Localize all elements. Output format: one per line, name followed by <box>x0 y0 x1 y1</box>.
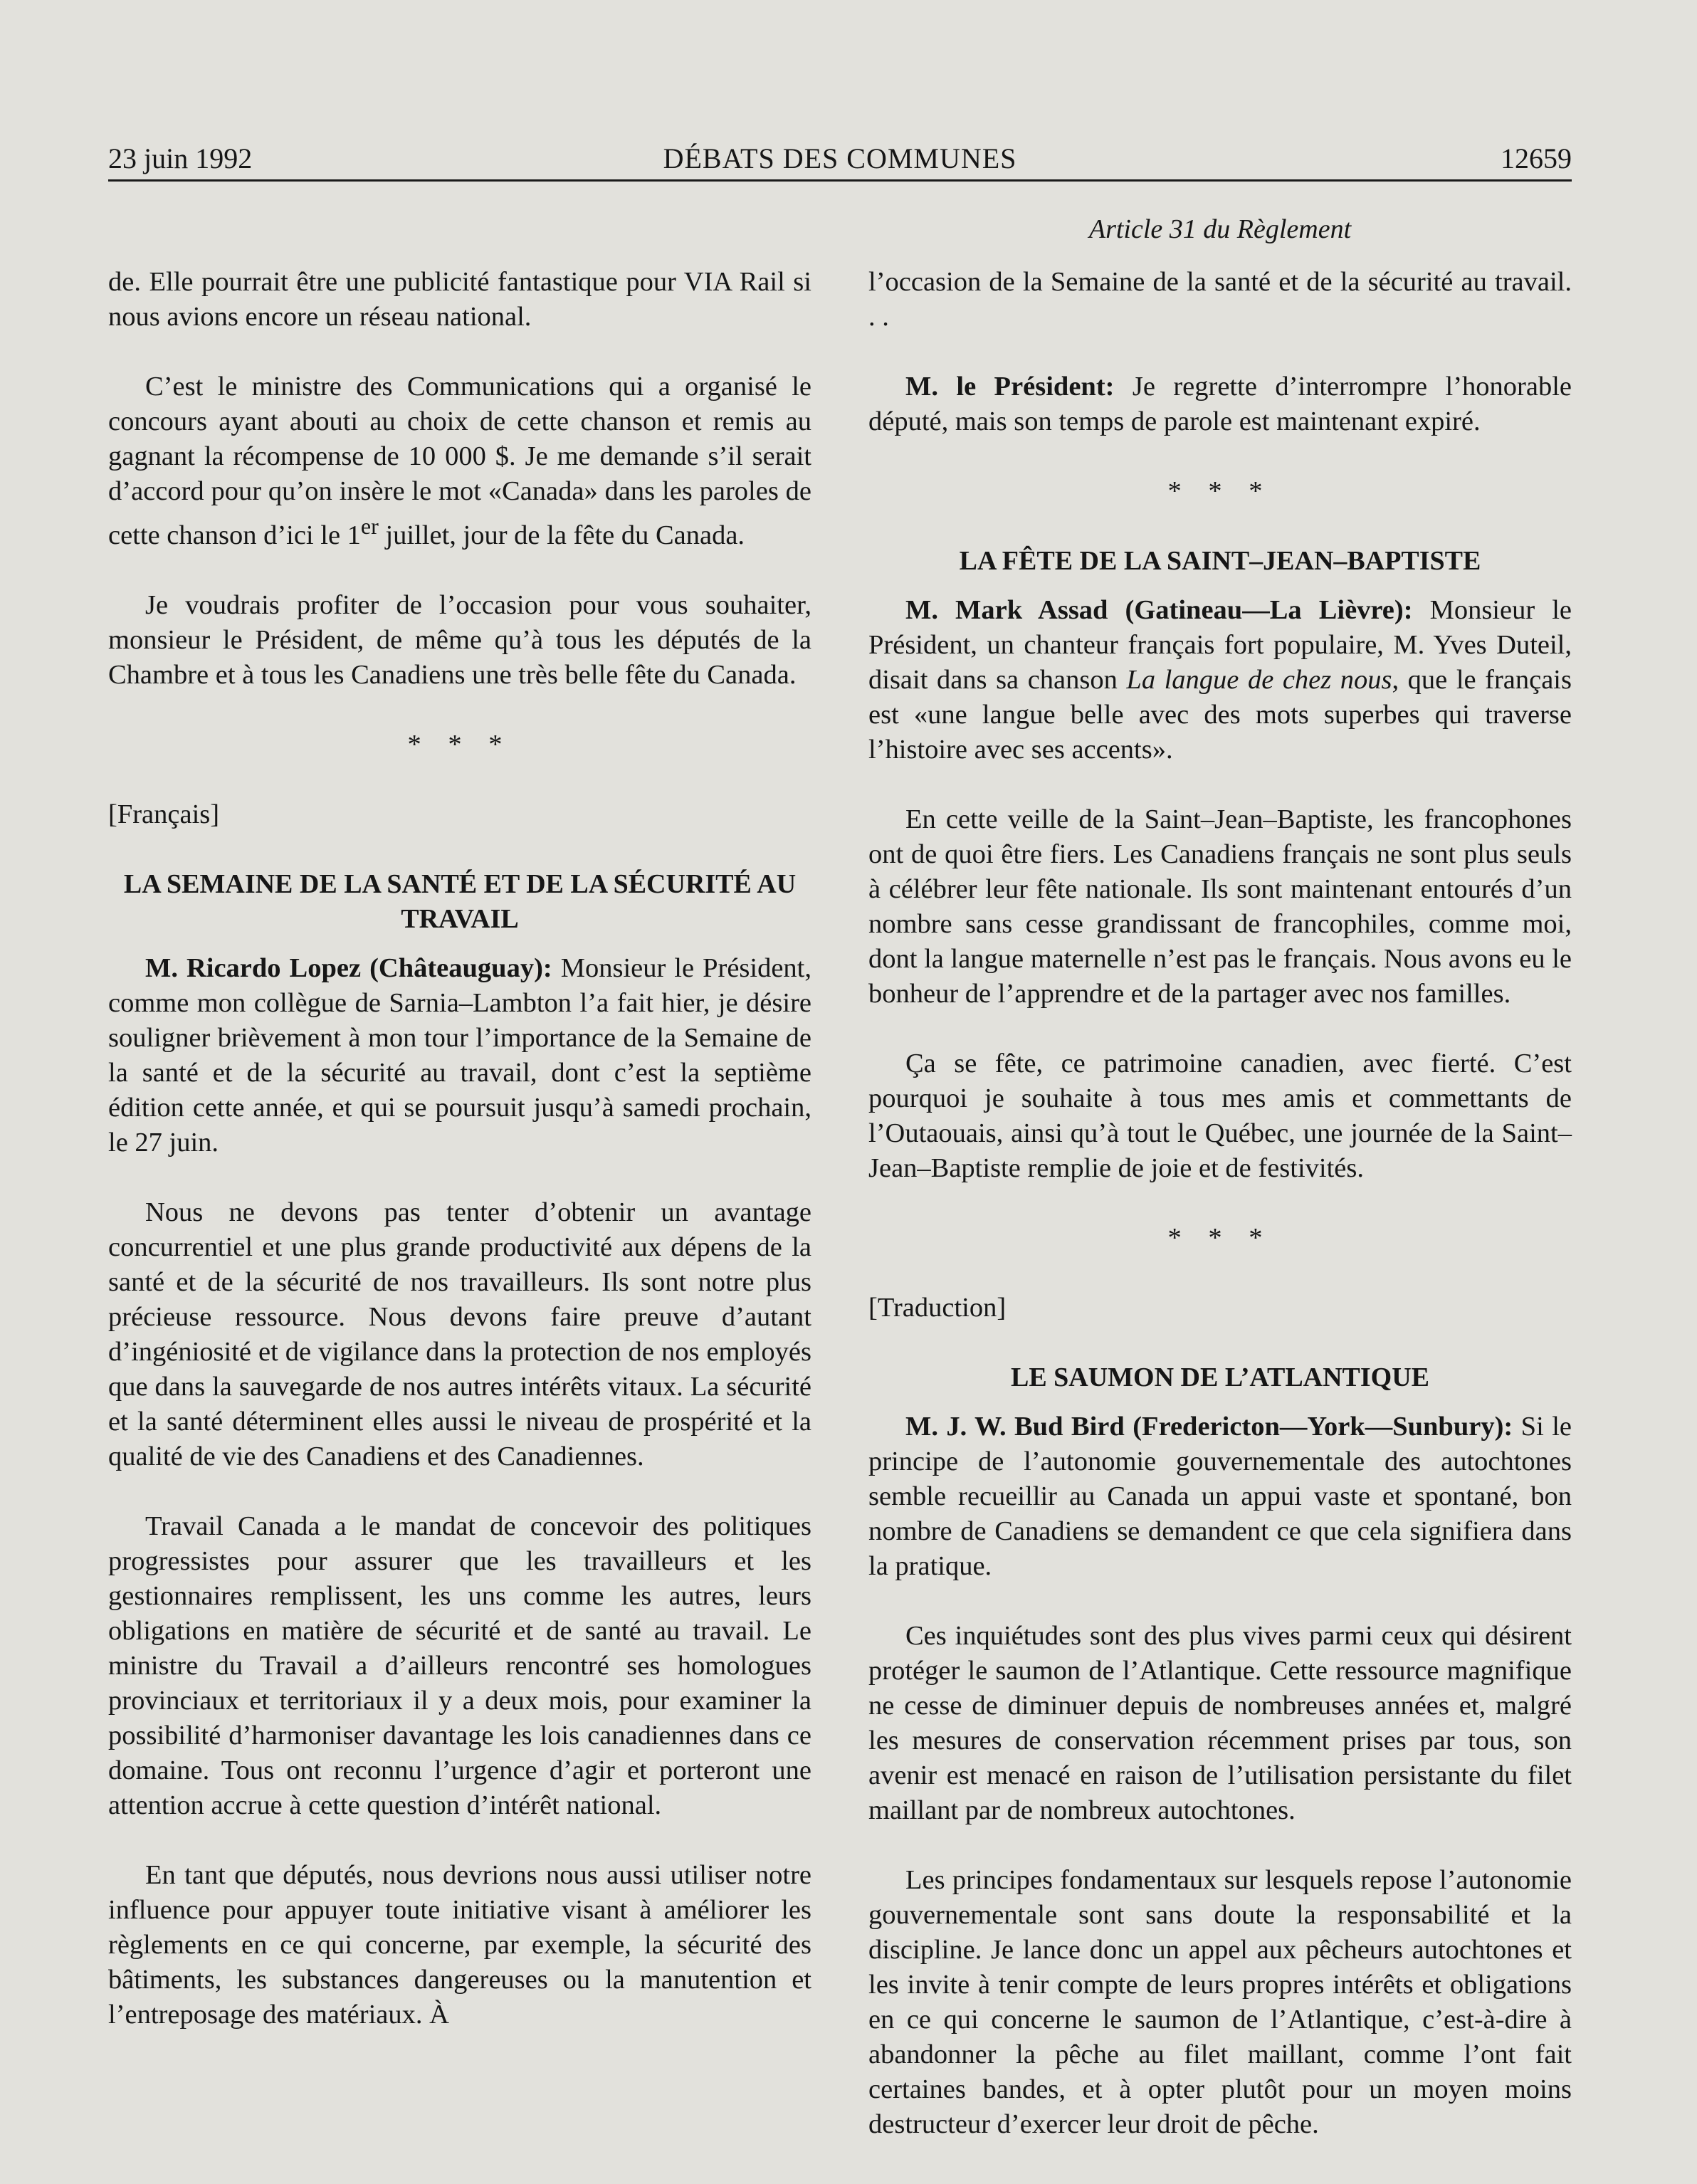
section-separator: * * * <box>407 729 513 760</box>
superscript: er <box>360 513 379 539</box>
left-column <box>108 265 811 2067</box>
text-run: , que le français est «une langue belle avec des mots superbes qui traverse l’histoire avec ses accents». <box>868 665 1572 765</box>
section-separator: * * * <box>1167 1223 1273 1253</box>
header-rule <box>108 179 1572 182</box>
language-note: [Français] <box>108 799 220 829</box>
header-title: DÉBATS DES COMMUNES <box>663 142 1017 174</box>
paragraph: En tant que députés, nous devrions nous aussi utiliser notre influence pour appuyer toute initiative visant à améliorer les règlements en ce qui concerne, par exemple, la sécurité des bâtiments, les substances dangereuses ou la manutention et l’entreposage des matériaux. À <box>108 1859 811 2030</box>
paragraph <box>108 369 811 553</box>
speaker-name: M. J. W. Bud Bird (Fredericton—York—Sunbury): <box>905 1412 1513 1442</box>
text-run: Monsieur le Président, comme mon collègue de Sarnia–Lambton l’a fait hier, je désire souligner brièvement à mon tour l’importance de la Semaine de la santé et de la sécurité au travail, dont c’est la septième édition cette année, et qui se poursuit jusqu’à samedi prochain, le 27 juin. <box>108 952 811 1157</box>
text-run: Si le principe de l’autonomie gouvernementale des autochtones semble recueillir au Canada un appui vaste et spontané, bon nombre de Canadiens se demandent ce que cela signifiera dans la pratique. <box>868 1412 1572 1581</box>
speech-paragraph <box>868 369 1572 439</box>
section-heading: LA SEMAINE DE LA SANTÉ ET DE LA SÉCURITÉ AU TRAVAIL <box>123 868 797 934</box>
speech-paragraph <box>108 951 811 1160</box>
rubric: Article 31 du Règlement <box>1088 214 1352 244</box>
right-column <box>868 265 1572 2177</box>
speech-paragraph <box>868 593 1572 767</box>
speaker-name: M. Ricardo Lopez (Châteauguay): <box>145 952 552 983</box>
song-title: La langue de chez nous <box>1126 665 1392 695</box>
paragraph: En cette veille de la Saint–Jean–Baptiste, les francophones ont de quoi être fiers. Les Canadiens français ne sont plus seuls à célébrer leur fête nationale. Ils sont maintenant entourés d’un nombre sans cesse grandissant de francophiles, comme moi, dont la langue maternelle n’est pas le français. Nous avons eu le bonheur de l’apprendre et de la partager avec nos familles. <box>868 804 1572 1009</box>
section-heading: LE SAUMON DE L’ATLANTIQUE <box>1010 1363 1430 1392</box>
text-run: Monsieur le Président, un chanteur français fort populaire, M. Yves Duteil, disait dans sa chanson <box>868 595 1572 695</box>
paragraph: Je voudrais profiter de l’occasion pour vous souhaiter, monsieur le Président, de même qu’à tous les députés de la Chambre et à tous les Canadiens une très belle fête du Canada. <box>108 589 811 690</box>
paragraph: de. Elle pourrait être une publicité fantastique pour VIA Rail si nous avions encore un réseau national. <box>108 267 811 332</box>
header-date: 23 juin 1992 <box>108 142 253 174</box>
header-page-number: 12659 <box>1501 142 1572 174</box>
paragraph: Travail Canada a le mandat de concevoir des politiques progressistes pour assurer que les travailleurs et les gestionnaires remplissent, les uns comme les autres, leurs obligations en matière de sécurité et de santé au travail. Le ministre du Travail a d’ailleurs rencontré ses homologues provinciaux et territoriaux il y a deux mois, pour examiner la possibilité d’harmoniser davantage les lois canadiennes dans ce domaine. Tous ont reconnu l’urgence d’agir et porteront une attention accrue à cette question d’intérêt national. <box>108 1511 811 1820</box>
speech-paragraph <box>868 1409 1572 1584</box>
page-header <box>108 137 1572 179</box>
paragraph: Ces inquiétudes sont des plus vives parmi ceux qui désirent protéger le saumon de l’Atlantique. Cette ressource magnifique ne cesse de diminuer depuis de nombreuses années et, malgré les mesures de conservation récemment prises par tous, son avenir est menacé en raison de l’utilisation persistante du filet maillant par de nombreux autochtones. <box>868 1621 1572 1825</box>
language-note: [Traduction] <box>868 1293 1007 1323</box>
paragraph: Nous ne devons pas tenter d’obtenir un avantage concurrentiel et une plus grande productivité aux dépens de la santé et de la sécurité de nos travailleurs. Ils sont notre plus précieuse ressource. Nous devons faire preuve d’autant d’ingéniosité et de vigilance dans la protection de nos employés que dans la sauvegarde de nos autres intérêts vitaux. La sécurité et la santé déterminent elles aussi le niveau de prospérité et la qualité de vie des Canadiens et des Canadiennes. <box>108 1197 811 1471</box>
paragraph: Ça se fête, ce patrimoine canadien, avec fierté. C’est pourquoi je souhaite à tous mes amis et commettants de l’Outaouais, ainsi qu’à tout le Québec, une journée de la Saint–Jean–Baptiste remplie de joie et de festivités. <box>868 1049 1572 1183</box>
paragraph: Les principes fondamentaux sur lesquels repose l’autonomie gouvernementale sont sans doute la responsabilité et la discipline. Je lance donc un appel aux pêcheurs autochtones et les invite à tenir compte de leurs propres intérêts et obligations en ce qui concerne le saumon de l’Atlantique, c’est-à-dire à abandonner la pêche au filet maillant, comme l’ont fait certaines bandes, et à opter plutôt pour un moyen moins destructeur d’exercer leur droit de pêche. <box>868 1865 1572 2139</box>
text-run: Je regrette d’interrompre l’honorable député, mais son temps de parole est maintenant expiré. <box>868 372 1572 436</box>
text-run: C’est le ministre des Communications qui a organisé le concours ayant abouti au choix de cette chanson et remis au gagnant la récompense de 10 000 $. Je me demande s’il serait d’accord pour qu’on insère le mot «Canada» dans les paroles de cette chanson d’ici le 1 <box>108 372 811 550</box>
paragraph: l’occasion de la Semaine de la santé et de la sécurité au travail. . . <box>868 267 1572 332</box>
section-separator: * * * <box>1167 476 1273 506</box>
speaker-name: M. Mark Assad (Gatineau—La Lièvre): <box>905 595 1413 625</box>
text-run: juillet, jour de la fête du Canada. <box>378 520 745 550</box>
section-heading: LA FÊTE DE LA SAINT–JEAN–BAPTISTE <box>959 546 1481 576</box>
speaker-name: M. le Président: <box>905 372 1115 401</box>
